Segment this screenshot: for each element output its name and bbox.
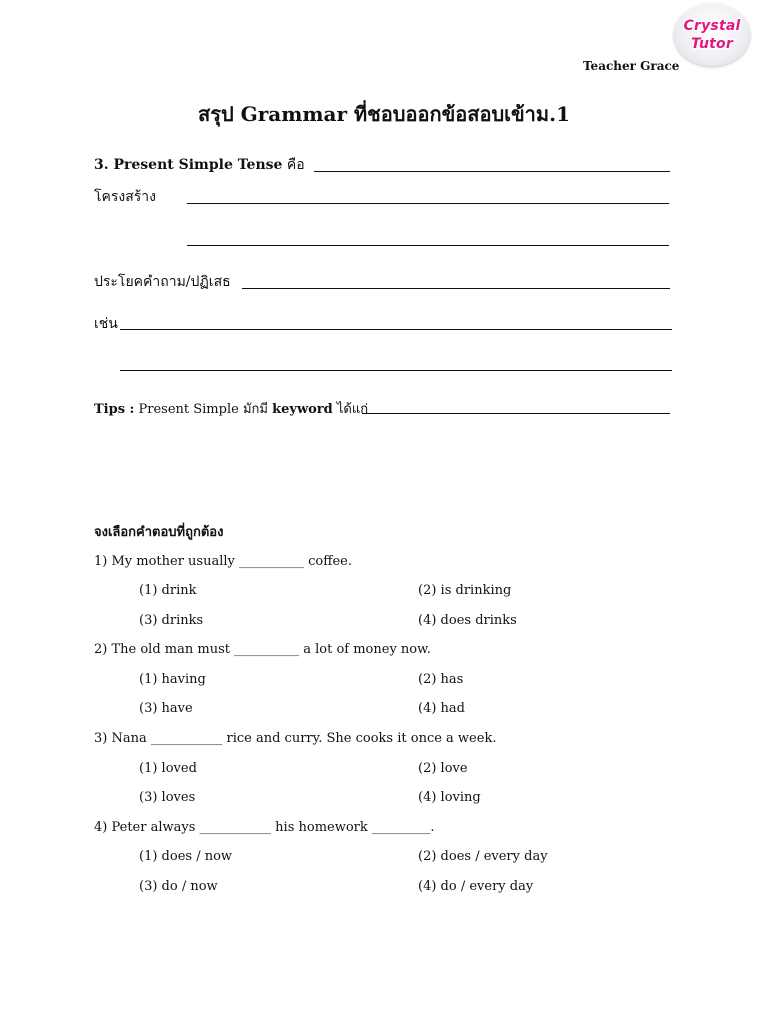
question-3-option-1: (1) loved [139, 761, 197, 776]
question-2-option-2: (2) has [418, 672, 464, 687]
question-1-option-4: (4) does drinks [418, 613, 517, 628]
definition-blank-line [314, 171, 670, 172]
question-2-option-3: (3) have [139, 701, 193, 716]
example-blank-line-1 [120, 329, 672, 330]
exercise-instruction: จงเลือกคำตอบที่ถูกต้อง [94, 525, 224, 540]
tips-row [94, 398, 368, 419]
logo-text-line1: Crystal [683, 18, 741, 34]
logo-text-line2: Tutor [691, 36, 733, 52]
structure-label: โครงสร้าง [94, 189, 157, 205]
question-1-option-2: (2) is drinking [418, 583, 512, 598]
question-4-option-2: (2) does / every day [418, 849, 548, 864]
crystal-tutor-logo [674, 4, 750, 66]
question-4-option-4: (4) do / every day [418, 879, 534, 894]
tips-label: Tips : [94, 402, 135, 417]
page-title: สรุป Grammar ที่ชอบออกข้อสอบเข้าม.1 [198, 102, 570, 126]
question-negative-blank-line [242, 288, 670, 289]
question-4: 4) Peter always ___________ his homework _________. [94, 820, 435, 835]
section-heading-bold: 3. Present Simple Tense [94, 157, 283, 173]
question-4-option-1: (1) does / now [139, 849, 233, 864]
tips-text-2: ได้แก่ [336, 402, 369, 417]
tips-blank-line [362, 413, 670, 414]
structure-blank-line-2 [187, 245, 669, 246]
example-blank-line-2 [120, 370, 672, 371]
question-1-option-1: (1) drink [139, 583, 197, 598]
question-3: 3) Nana ___________ rice and curry. She cooks it once a week. [94, 731, 497, 746]
structure-blank-line-1 [187, 203, 669, 204]
question-3-option-2: (2) love [418, 761, 468, 776]
question-2: 2) The old man must __________ a lot of money now. [94, 642, 431, 657]
question-negative-label: ประโยคคำถาม/ปฏิเสธ [94, 274, 231, 290]
tips-keyword: keyword [272, 402, 333, 417]
question-1-option-3: (3) drinks [139, 613, 204, 628]
tips-text-1: Present Simple มักมี [138, 402, 268, 417]
teacher-name: Teacher Grace [583, 59, 680, 73]
question-2-option-4: (4) had [418, 701, 465, 716]
section-heading [94, 154, 305, 176]
question-4-option-3: (3) do / now [139, 879, 218, 894]
question-1: 1) My mother usually __________ coffee. [94, 554, 353, 569]
section-heading-suffix: คือ [286, 157, 305, 173]
question-2-option-1: (1) having [139, 672, 206, 687]
example-label: เช่น [94, 316, 118, 332]
question-3-option-3: (3) loves [139, 790, 196, 805]
question-3-option-4: (4) loving [418, 790, 481, 805]
